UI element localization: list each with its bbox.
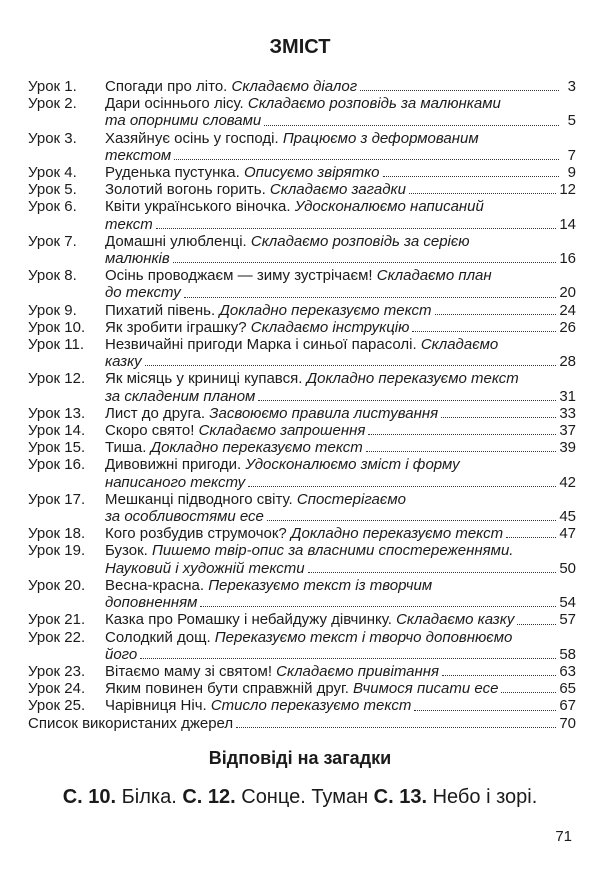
page-ref: 54 <box>559 594 576 612</box>
lesson-number: Урок 21. <box>28 611 86 629</box>
lesson-title-line: Скоро свято! Складаємо запрошення <box>105 422 366 440</box>
page-ref: 58 <box>559 645 576 663</box>
toc-entry <box>28 319 576 336</box>
page-ref: 14 <box>559 215 576 233</box>
page-ref: 3 <box>567 78 576 95</box>
page-ref: 33 <box>559 404 576 422</box>
lesson-title-line: Яким повинен бути справжній друг. Вчимося писати есе <box>105 680 499 698</box>
toc-entry <box>28 198 576 232</box>
page-ref: 67 <box>559 697 576 715</box>
page-ref: 39 <box>559 439 576 457</box>
lesson-title-line: Науковий і художній тексти <box>105 559 305 577</box>
toc-entry <box>28 697 576 714</box>
dot-leader <box>501 692 556 693</box>
answers-text <box>0 786 600 809</box>
toc-entry <box>28 181 576 198</box>
dot-leader <box>414 710 556 711</box>
toc-entry <box>28 95 576 129</box>
dot-leader <box>441 417 556 418</box>
lesson-title-line: Як зробити іграшку? Складаємо інструкцію <box>105 318 410 336</box>
lesson-title-line: за складеним планом <box>105 387 256 405</box>
page-ref: 26 <box>559 318 576 336</box>
toc-entry <box>28 370 576 404</box>
answer-text: Сонце. Туман <box>235 786 374 808</box>
toc-entry <box>28 439 576 456</box>
toc-entry <box>28 577 576 611</box>
toc-entry <box>28 611 576 628</box>
dot-leader <box>409 193 556 194</box>
dot-leader <box>366 451 557 452</box>
toc-entry <box>28 336 576 370</box>
dot-leader <box>145 365 557 366</box>
lesson-title-line: Квіти українського віночка. Удосконалюємо написаний <box>105 198 484 216</box>
lesson-number: Урок 9. <box>28 301 77 319</box>
lesson-title-line: за особливостями есе <box>105 508 264 526</box>
answers-heading: Відповіді на загадки <box>208 748 392 768</box>
lesson-number: Урок 19. <box>28 542 86 560</box>
lesson-number: Урок 13. <box>28 404 86 422</box>
dot-leader <box>435 314 557 315</box>
lesson-title-line: Дари осіннього лісу. Складаємо розповідь за малюнками <box>105 95 501 113</box>
lesson-title-line: Чарівниця Ніч. Стисло переказуємо текст <box>105 697 412 715</box>
lesson-title-line: та опорними словами <box>105 112 262 130</box>
dot-leader <box>360 90 559 91</box>
page-ref: 47 <box>559 525 576 543</box>
dot-leader <box>200 606 556 607</box>
page-ref: 16 <box>559 250 576 268</box>
toc-entry <box>28 525 576 542</box>
lesson-title-line: Мешканці підводного світу. Спостерігаємо <box>105 490 406 508</box>
lesson-number: Урок 14. <box>28 422 86 440</box>
page-ref: 65 <box>559 680 576 698</box>
lesson-number: Урок 1. <box>28 78 77 95</box>
bibliography-entry <box>28 715 576 732</box>
dot-leader <box>517 624 556 625</box>
dot-leader <box>173 262 557 263</box>
lesson-number: Урок 20. <box>28 576 86 594</box>
dot-leader <box>264 125 559 126</box>
lesson-title-line: Весна-красна. Переказуємо текст із творчим <box>105 576 433 594</box>
lesson-number: Урок 11. <box>28 336 85 354</box>
lesson-title-line: текстом <box>105 146 172 164</box>
lesson-number: Урок 23. <box>28 662 86 680</box>
lesson-title-line: доповненням <box>105 594 198 612</box>
answer-page-ref: С. 12. <box>182 786 236 808</box>
lesson-number: Урок 2. <box>28 95 77 113</box>
answer-page-ref: С. 10. <box>62 786 117 808</box>
lesson-title-line: Спогади про літо. Складаємо діалог <box>105 78 358 95</box>
lesson-title-line: Лист до друга. Засвоюємо правила листування <box>105 404 439 422</box>
toc-entry <box>28 542 576 576</box>
toc-entry <box>28 130 576 164</box>
page-ref: 50 <box>559 559 576 577</box>
lesson-title-line: Осінь проводжаєм — зиму зустрічаєм! Складаємо план <box>105 267 492 285</box>
lesson-title-line: Хазяйнує осінь у господі. Працюємо з деформованим <box>105 129 479 147</box>
page-ref: 45 <box>559 508 576 526</box>
answer-text: Небо і зорі. <box>427 786 538 808</box>
lesson-title-line: Казка про Ромашку і небайдужу дівчинку. Складаємо казку <box>105 611 515 629</box>
toc-entry <box>28 233 576 267</box>
page-ref: 63 <box>559 662 576 680</box>
lesson-title-line: до тексту <box>105 284 181 302</box>
lesson-title-line: Дивовижні пригоди. Удосконалюємо зміст і форму <box>105 456 460 474</box>
lesson-title-line: Вітаємо маму зі святом! Складаємо привітання <box>105 662 440 680</box>
lesson-title-line: Бузок. Пишемо твір-опис за власними спостереженнями. <box>105 542 514 560</box>
page-ref: 12 <box>559 181 576 199</box>
dot-leader <box>248 486 556 487</box>
toc-entry <box>28 164 576 181</box>
dot-leader <box>156 228 557 229</box>
toc-entry <box>28 78 576 95</box>
lesson-title-line: Руденька пустунка. Описуємо звірятко <box>105 164 380 182</box>
lesson-title-line: текст <box>105 215 153 233</box>
lesson-title-line: малюнків <box>105 250 170 268</box>
answer-page-ref: С. 13. <box>373 786 428 808</box>
page-ref: 57 <box>559 611 576 629</box>
dot-leader <box>368 434 556 435</box>
lesson-title-line: Золотий вогонь горить. Складаємо загадки <box>105 181 406 199</box>
lesson-number: Урок 17. <box>28 490 86 508</box>
page-ref: 28 <box>559 353 576 371</box>
lesson-number: Урок 25. <box>28 697 86 715</box>
dot-leader <box>174 159 559 160</box>
lesson-number: Урок 22. <box>28 628 86 646</box>
dot-leader <box>308 572 557 573</box>
page-ref: 7 <box>567 146 576 164</box>
lesson-number: Урок 6. <box>28 198 77 216</box>
toc-entry <box>28 422 576 439</box>
lesson-title-line: написаного тексту <box>105 473 246 491</box>
lesson-title-line: казку <box>105 353 142 371</box>
dot-leader <box>236 727 556 728</box>
lesson-title-line: Як місяць у криниці купався. Докладно переказуємо текст <box>105 370 519 388</box>
lesson-number: Урок 24. <box>28 680 86 698</box>
dot-leader <box>140 658 556 659</box>
lesson-title-line: Пихатий півень. Докладно переказуємо текст <box>105 301 432 319</box>
lesson-number: Урок 5. <box>28 181 77 199</box>
toc-entry <box>28 302 576 319</box>
toc-entry <box>28 456 576 490</box>
lesson-number: Урок 10. <box>28 318 86 336</box>
lesson-number: Урок 8. <box>28 267 77 285</box>
lesson-title-line: його <box>105 645 138 663</box>
lesson-number: Урок 12. <box>28 370 86 388</box>
toc-entry <box>28 629 576 663</box>
page-ref: 20 <box>559 284 576 302</box>
lesson-number: Урок 18. <box>28 525 86 543</box>
dot-leader <box>506 537 556 538</box>
page-ref: 70 <box>559 714 576 732</box>
answer-text: Білка. <box>116 786 183 808</box>
dot-leader <box>383 176 559 177</box>
page-ref: 24 <box>559 301 576 319</box>
toc-entry <box>28 267 576 301</box>
lesson-title-line: Тиша. Докладно переказуємо текст <box>105 439 363 457</box>
dot-leader <box>412 331 556 332</box>
table-of-contents <box>28 78 576 732</box>
lesson-number: Урок 15. <box>28 439 86 457</box>
lesson-number: Урок 4. <box>28 164 77 182</box>
lesson-number: Урок 16. <box>28 456 86 474</box>
lesson-title-line: Солодкий дощ. Переказуємо текст і творчо доповнюємо <box>105 628 513 646</box>
bibliography-label: Список використаних джерел <box>28 714 234 732</box>
page-ref: 42 <box>559 473 576 491</box>
page-ref: 5 <box>567 112 576 130</box>
page-title: ЗМІСТ <box>269 36 331 58</box>
lesson-title-line: Незвичайні пригоди Марка і синьої парасолі. Складаємо <box>105 336 499 354</box>
page-ref: 37 <box>559 422 576 440</box>
dot-leader <box>442 675 556 676</box>
toc-entry <box>28 680 576 697</box>
lesson-number: Урок 3. <box>28 129 77 147</box>
lesson-title-line: Домашні улюбленці. Складаємо розповідь за серією <box>105 232 470 250</box>
dot-leader <box>258 400 556 401</box>
page-number: 71 <box>555 828 572 845</box>
toc-entry <box>28 663 576 680</box>
toc-entry <box>28 405 576 422</box>
lesson-number: Урок 7. <box>28 232 77 250</box>
dot-leader <box>184 297 557 298</box>
dot-leader <box>267 520 556 521</box>
page-ref: 31 <box>559 387 576 405</box>
toc-entry <box>28 491 576 525</box>
page-ref: 9 <box>567 164 576 182</box>
lesson-title-line: Кого розбудив струмочок? Докладно переказуємо текст <box>105 525 504 543</box>
